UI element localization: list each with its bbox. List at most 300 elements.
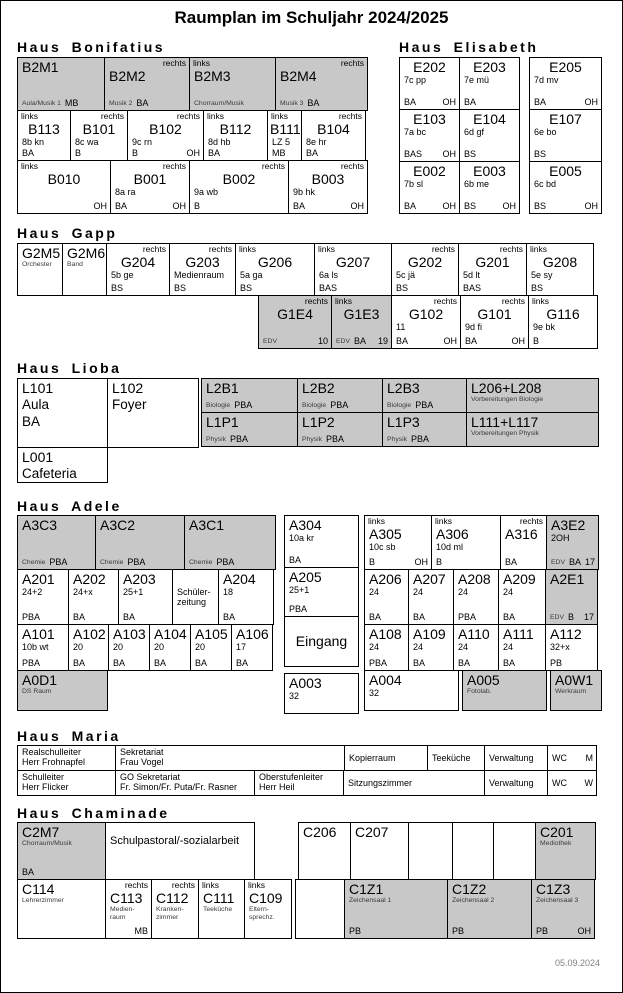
room-foot-left: BA: [154, 658, 167, 668]
room-id: B102: [149, 121, 182, 137]
room-a111: [498, 624, 546, 671]
room-foot: [107, 98, 187, 108]
side-tag: rechts: [176, 111, 200, 121]
room-sublabel: 7e mü: [464, 75, 490, 85]
room-row: [529, 109, 602, 162]
room-foot-left: BAS: [463, 283, 482, 293]
room-sublabel: BA: [22, 414, 41, 429]
room-row: [364, 569, 602, 625]
room-id: A306: [436, 526, 469, 542]
room-foot-left: BA: [115, 201, 128, 211]
side-tag: rechts: [433, 296, 457, 306]
room-foot-left: BA: [123, 612, 136, 622]
room-b2m3: [189, 57, 276, 111]
room-foot-tinylabel: Chemie: [22, 559, 46, 566]
room-foot: [192, 201, 286, 211]
room-foot-tinylabel: Chorraum/Musik: [194, 100, 244, 107]
room-foot-left: B: [369, 557, 376, 567]
room-c1z1: [344, 879, 448, 939]
room-row: [284, 616, 359, 667]
room-description: sprechz.: [249, 914, 275, 921]
room-sublabel: 24+2: [22, 587, 43, 597]
room-row: [17, 624, 276, 671]
room-foot: [456, 612, 496, 622]
room-id: G1E3: [343, 306, 380, 322]
room-sublabel: 9e bk: [533, 322, 556, 332]
house-label: Haus Elisabeth: [399, 39, 539, 55]
room-sublabel: Verwaltung: [489, 752, 534, 763]
room-foot-left: BA: [413, 612, 426, 622]
room-foot-left: B: [75, 148, 82, 158]
room-a304: [284, 515, 359, 568]
room-g2m6: [62, 243, 107, 296]
room-foot-right: OH: [577, 926, 591, 936]
room-a101: [17, 624, 69, 671]
room-foot: [402, 97, 457, 107]
room-b001: [110, 160, 190, 214]
room-foot-tinylabel: Aula/Musik 1: [22, 100, 61, 107]
room-id: C113: [110, 890, 143, 906]
room-a202: [68, 569, 119, 625]
room-sublabel: Kopierraum: [349, 752, 396, 763]
room-foot-left: MB: [64, 98, 79, 108]
room-id: C1Z3: [536, 881, 571, 897]
room-b112: [203, 110, 268, 161]
room-row: [17, 515, 276, 570]
house-label: Haus Chaminade: [17, 805, 170, 821]
room-id: A208: [458, 571, 491, 587]
room-foot: [411, 658, 451, 668]
room-l1p2: [297, 412, 383, 447]
side-tag: links: [435, 516, 453, 526]
room-foot: [367, 658, 406, 668]
room-id: L001: [22, 449, 54, 465]
room-l1p1: [201, 412, 298, 447]
room-a3c3: [17, 515, 96, 570]
room-foot-left: BA: [404, 97, 417, 107]
room-sublabel: 5c jä: [396, 270, 416, 280]
room-foot: [402, 201, 457, 211]
room-foot: [529, 283, 591, 293]
room-description: Vorbereitungen Physik: [471, 430, 540, 437]
room-row: [364, 624, 602, 671]
room-foot: [434, 557, 498, 567]
room-a207: [408, 569, 454, 625]
room-foot: [20, 98, 102, 108]
room-a208: [453, 569, 499, 625]
room-foot: [291, 201, 365, 211]
room-id: G207: [335, 254, 371, 270]
info-cell: [484, 770, 548, 796]
room-foot: [261, 336, 329, 346]
room-a203: [118, 569, 173, 625]
room-sublabel: 24: [369, 642, 380, 652]
room-a3c1: [184, 515, 276, 570]
side-tag: links: [248, 880, 266, 890]
room-sublabel: Sitzungszimmer: [348, 777, 413, 788]
room-id: E104: [473, 111, 506, 127]
room-a0w1: [550, 670, 602, 711]
house-label: Haus Adele: [17, 498, 122, 514]
room-row: [399, 161, 520, 214]
room-foot-left: WC: [552, 777, 567, 788]
room-foot: [172, 283, 233, 293]
room-sublabel: 6d gf: [464, 127, 485, 137]
room-foot-left: PBA: [289, 604, 308, 614]
room-c114: [17, 879, 106, 939]
room-foot-left: BS: [240, 283, 253, 293]
room-foot-tinylabel: Biologie: [302, 402, 327, 409]
room-a102: [68, 624, 109, 671]
room-b113: [17, 110, 71, 161]
room-foot-left: BA: [73, 658, 86, 668]
room-c113: [105, 879, 152, 939]
room-sublabel: Schulleiter: [22, 772, 65, 782]
room-foot: [109, 283, 167, 293]
room-foot-right: OH: [414, 557, 428, 567]
room-foot-left: BA: [568, 557, 581, 567]
house-block: [17, 822, 596, 939]
room-row: [17, 57, 368, 111]
room-id: E203: [473, 59, 506, 75]
room-row: [17, 770, 597, 796]
room-g101: [460, 295, 529, 349]
room-g206: [235, 243, 315, 296]
room-description: Medien-: [110, 906, 135, 913]
room-sublabel: 9d fi: [465, 322, 483, 332]
room-foot-left: BA: [136, 98, 149, 108]
room-row: [201, 378, 599, 413]
room-sublabel: 24: [503, 587, 514, 597]
house-block: [529, 57, 602, 214]
side-tag: rechts: [142, 244, 166, 254]
room-foot-left: PBA: [411, 434, 430, 444]
room-foot-tinylabel: EDV: [551, 559, 565, 566]
side-tag: rechts: [431, 244, 455, 254]
room-sublabel: LZ 5: [272, 137, 291, 147]
room-foot: [463, 336, 526, 346]
room-l102: [107, 378, 199, 448]
room-c109: [244, 879, 292, 939]
room-foot-left: BS: [534, 201, 547, 211]
info-cell: [17, 745, 116, 771]
room-id: B003: [311, 171, 345, 187]
room-row: [201, 412, 599, 447]
room-row: [107, 378, 199, 448]
info-cell: [115, 745, 345, 771]
room-foot: [71, 612, 116, 622]
room-foot-left: BA: [534, 97, 547, 107]
room-foot: [20, 867, 103, 877]
room-foot: [113, 201, 187, 211]
room-g2m5: [17, 243, 63, 296]
room-l206-l208: [466, 378, 599, 413]
room-foot-left: BA: [223, 612, 236, 622]
room-g202: [391, 243, 459, 296]
room-a104: [149, 624, 191, 671]
room-id: E202: [413, 59, 446, 75]
room-row: [529, 161, 602, 214]
room-foot-left: BA: [413, 658, 426, 668]
side-tag: rechts: [501, 296, 525, 306]
room-l1p3: [382, 412, 467, 447]
room-id: G208: [542, 254, 578, 270]
room-foot: [534, 926, 592, 936]
room-sublabel: 8d hb: [208, 137, 231, 147]
room-id: A202: [73, 571, 106, 587]
room-a106: [231, 624, 273, 671]
room-foot-right: MB: [134, 926, 148, 936]
room-foot-left: BA: [236, 658, 249, 668]
house-block: [364, 515, 602, 711]
room-row: [364, 670, 602, 711]
room-foot: [385, 434, 464, 444]
room-foot: [287, 555, 356, 565]
room-description: Zeichensaal 3: [536, 897, 579, 904]
room-id: B111: [270, 121, 301, 137]
house-block: [107, 378, 199, 448]
room-id: E003: [473, 163, 506, 179]
room-foot-left: PBA: [127, 557, 146, 567]
room-a108: [364, 624, 409, 671]
room-description: Mediothek: [540, 840, 572, 847]
room-l2b2: [297, 378, 383, 413]
room-foot-right: W: [584, 777, 593, 788]
room-foot-left: B: [132, 148, 139, 158]
room-foot: [532, 201, 599, 211]
room-sublabel: 10a kr: [289, 533, 315, 543]
room-a201: [17, 569, 69, 625]
room-a2e1: [545, 569, 598, 625]
room-a103: [108, 624, 150, 671]
room-description: Band: [67, 261, 83, 268]
side-tag: rechts: [162, 161, 186, 171]
room-g201: [458, 243, 527, 296]
side-tag: rechts: [340, 58, 364, 68]
room-foot: [192, 100, 273, 108]
info-cell: [254, 770, 344, 796]
room-id: C201: [540, 824, 574, 840]
room-foot: [317, 283, 389, 293]
room-description: Chorraum/Musik: [22, 840, 72, 847]
room-foot: [347, 926, 445, 936]
room-id: A106: [236, 626, 269, 642]
room-id: L101: [22, 380, 54, 396]
room-id: A205: [289, 569, 322, 585]
room-foot-tinylabel: Musik 2: [109, 100, 133, 107]
room-id: B113: [28, 121, 60, 137]
room-foot-left: BA: [73, 612, 86, 622]
room-foot-right: 17: [584, 557, 595, 567]
house-label: Haus Gapp: [17, 225, 118, 241]
room-foot: [532, 97, 599, 107]
room-foot-left: BS: [534, 149, 547, 159]
room-foot: [462, 97, 517, 107]
room-foot-left: PBA: [234, 400, 253, 410]
room-e202: [399, 57, 460, 110]
room-sublabel: 7c pp: [404, 75, 427, 85]
side-tag: rechts: [340, 161, 364, 171]
room-g1e3: [331, 295, 392, 349]
room-foot: [204, 434, 295, 444]
room-foot: [204, 400, 295, 410]
room-e003: [459, 161, 520, 214]
room-sublabel: Verwaltung: [489, 777, 534, 788]
room-foot: [462, 149, 517, 159]
room-sublabel: Frau Vogel: [120, 757, 164, 767]
room-foot-left: PBA: [22, 612, 41, 622]
room-id: B2M3: [194, 68, 231, 84]
room-foot-left: BA: [289, 555, 302, 565]
house-block: [17, 378, 108, 483]
room-foot: [20, 557, 93, 567]
room-id: B010: [47, 171, 81, 187]
room-c207: [350, 822, 409, 880]
room-foot-left: BAS: [319, 283, 338, 293]
room-row: [399, 109, 520, 162]
side-tag: rechts: [338, 111, 362, 121]
room-sublabel: Herr Frohnapfel: [22, 757, 86, 767]
room-id: L102: [112, 380, 144, 396]
room-foot-left: BS: [464, 201, 477, 211]
page-title: Raumplan im Schuljahr 2024/2025: [174, 8, 449, 27]
room-foot: [111, 658, 147, 668]
room-row: [364, 515, 602, 570]
room-eingang: [284, 616, 359, 667]
room-id: B2M4: [280, 68, 317, 84]
room-foot-left: BA: [22, 867, 35, 877]
room-sublabel: 32: [369, 688, 380, 698]
room-sublabel: Cafeteria: [22, 466, 77, 481]
room-foot-left: PBA: [216, 557, 235, 567]
room-c111: [198, 879, 245, 939]
side-tag: rechts: [100, 111, 124, 121]
side-tag: rechts: [261, 161, 285, 171]
room-foot: [20, 612, 66, 622]
room-sublabel: Teeküche: [432, 752, 471, 763]
room-foot: [531, 336, 595, 346]
room-foot-left: BS: [111, 283, 124, 293]
room-b2m2: [104, 57, 190, 111]
room-id: A206: [369, 571, 402, 587]
room-foot-left: BA: [458, 658, 471, 668]
room-g102: [391, 295, 461, 349]
room-foot-right: 17: [583, 612, 594, 622]
room-foot: [71, 658, 106, 668]
room-foot: [73, 148, 125, 158]
room-a005: [462, 670, 547, 711]
room-id: C207: [355, 824, 389, 840]
room-id: G202: [407, 254, 443, 270]
room-id: A111: [503, 626, 534, 642]
room-id: A204: [223, 571, 256, 587]
room-sublabel: 32+x: [550, 642, 570, 652]
room-g204: [106, 243, 170, 296]
room-sublabel: Schüler-: [177, 586, 211, 597]
spacer: [17, 295, 258, 349]
room-id: A101: [22, 626, 55, 642]
room-foot-left: BA: [307, 98, 320, 108]
room-foot-tinylabel: Biologie: [206, 402, 231, 409]
room-row: [17, 447, 108, 483]
room-foot-left: B: [533, 336, 540, 346]
room-row: [17, 879, 596, 939]
room-description: Werkraum: [555, 688, 587, 695]
room-sublabel: 24: [458, 642, 469, 652]
room-id: G1E4: [277, 306, 313, 322]
room-id: A304: [289, 517, 322, 533]
room-foot: [501, 658, 543, 668]
side-tag: rechts: [304, 296, 328, 306]
room-sublabel: 24+x: [73, 587, 93, 597]
room-c1z2: [447, 879, 532, 939]
room-foot: [221, 612, 271, 622]
room-id: Eingang: [295, 633, 348, 649]
room-foot-tinylabel: EDV: [336, 338, 350, 345]
room-foot-tinylabel: Physik: [302, 436, 323, 443]
room-id: B112: [219, 121, 252, 137]
room-id: B104: [317, 121, 350, 137]
side-tag: links: [202, 880, 220, 890]
room-id: A0W1: [555, 672, 594, 688]
room-foot: [278, 98, 365, 108]
room-sublabel: 6e bo: [534, 127, 557, 137]
side-tag: links: [207, 111, 225, 121]
room-id: G201: [475, 254, 510, 270]
room-foot-left: BA: [369, 612, 382, 622]
side-tag: rechts: [519, 516, 543, 526]
room-sublabel: 6a ls: [319, 270, 339, 280]
room-sublabel: Oberstufenleiter: [259, 772, 324, 782]
room-foot: [304, 148, 363, 158]
room-sublabel: Medienraum: [174, 270, 225, 280]
room-a109: [408, 624, 454, 671]
room-row: [284, 673, 359, 714]
room-id: G102: [408, 306, 444, 322]
room-e103: [399, 109, 460, 162]
room-row: [17, 378, 108, 448]
room-id: G101: [477, 306, 512, 322]
room-sublabel: zeitung: [177, 596, 207, 607]
room-c2m7: [17, 822, 106, 880]
empty-cell: [408, 822, 453, 880]
room-foot-right: OH: [502, 201, 516, 211]
room-sublabel: 20: [195, 642, 206, 652]
room-b104: [301, 110, 366, 161]
room-foot: [548, 658, 595, 668]
room-foot: [152, 658, 188, 668]
room-a3e2: [546, 515, 599, 570]
room-description: Fotolab.: [467, 688, 492, 695]
room-sublabel: 24: [458, 587, 469, 597]
room-e205: [529, 57, 602, 110]
room-foot: [300, 434, 380, 444]
room-sublabel: 25+1: [123, 587, 144, 597]
room-id: C111: [203, 890, 235, 906]
room-foot: [385, 400, 464, 410]
room-a206: [364, 569, 409, 625]
room-foot-right: OH: [186, 148, 200, 158]
room-sublabel: Realschulleiter: [22, 747, 82, 757]
side-tag: rechts: [124, 880, 148, 890]
info-cell: [343, 770, 485, 796]
room-foot-left: BS: [174, 283, 187, 293]
info-cell: [344, 745, 428, 771]
room-g116: [528, 295, 598, 349]
room-sublabel: 5a ga: [240, 270, 263, 280]
room-foot-left: B: [436, 557, 443, 567]
room-a110: [453, 624, 499, 671]
